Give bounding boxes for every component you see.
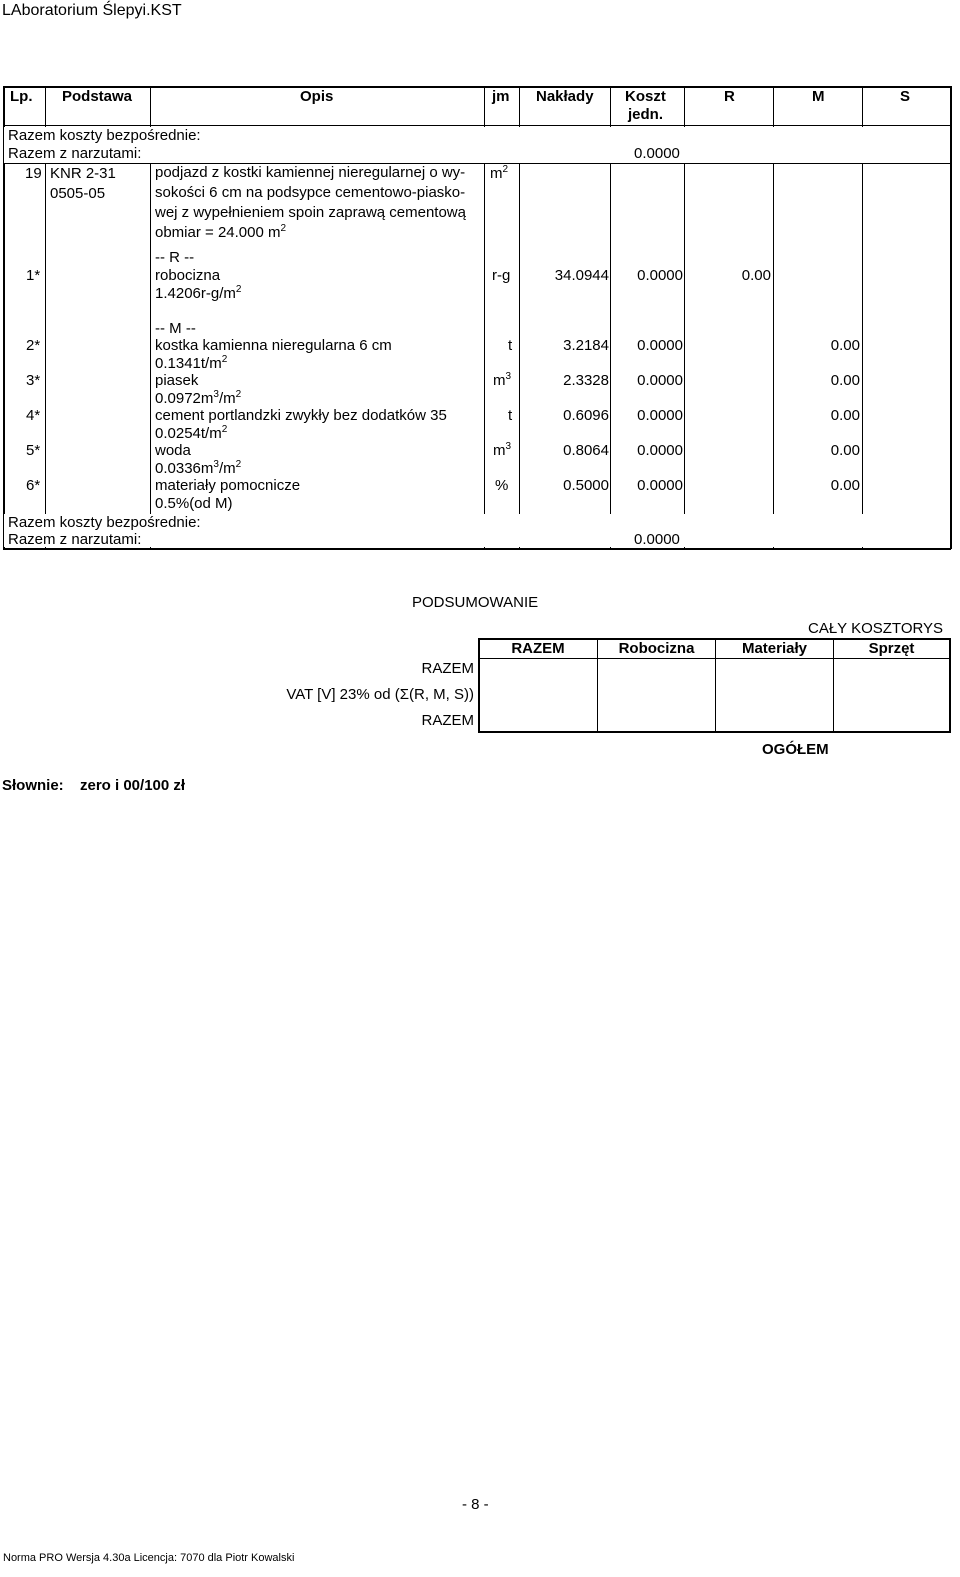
header-s: S [900,88,911,105]
file-title: LAboratorium Ślepyi.KST [2,2,182,19]
amount-in-words-value: zero i 00/100 zł [80,777,186,794]
material-norm: $0.0254t/m^2$ [155,424,228,442]
header-opis: Opis [300,88,334,105]
material-m-value: 0.00 [830,372,860,389]
summary-col-materialy: Materiały [741,640,808,657]
material-m-value: 0.00 [830,337,860,354]
item-desc-2: sokości 6 cm na podsypce cementowo-piasko- [155,184,466,201]
header-koszt-jedn: jedn. [628,106,664,123]
labor-r-value: 0.00 [741,267,771,284]
material-lp: 3* [26,372,41,389]
labor-name: robocizna [155,267,221,284]
item-desc-1: podjazd z kostki kamiennej nieregularnej o wy- [155,164,466,181]
summary-scope: CAŁY KOSZTORYS [808,620,944,637]
material-m-value: 0.00 [830,477,860,494]
top-totals [4,127,950,163]
summary-ogolem: OGÓŁEM [762,741,829,758]
markup-label: Razem z narzutami: [8,145,142,162]
markup-label: Razem z narzutami: [8,531,142,548]
material-name: cement portlandzki zwykły bez dodatków 35 [155,407,447,424]
material-norm: $0.1341t/m^2$ [155,354,228,372]
labor-naklady: 34.0944 [554,267,609,284]
direct-cost-label: Razem koszty bezpośrednie: [8,127,201,144]
item-obmiar: obmiar = 24.000 $m^2$ [155,223,287,241]
material-lp: 5* [26,442,41,459]
material-koszt: 0.0000 [637,337,683,354]
material-unit: t [508,407,513,424]
header-jm: jm [492,88,510,105]
labor-norm: $1.4206r-g/m^2$ [155,284,242,302]
material-lp: 2* [26,337,41,354]
summary-row-vat: VAT [V] 23% od (Σ(R, M, S)) [286,686,474,703]
summary-col-robocizna: Robocizna [618,640,695,657]
material-koszt: 0.0000 [637,372,683,389]
item-desc-3: wej z wypełnieniem spoin zaprawą cementową [155,204,466,221]
material-lp: 4* [26,407,41,424]
page-number: - 8 - [462,1496,489,1513]
labor-lp: 1* [26,267,41,284]
direct-cost-label: Razem koszty bezpośrednie: [8,514,201,531]
item-unit: $m^2$ [490,164,509,182]
material-naklady: 0.8064 [563,442,609,459]
markup-value: 0.0000 [634,145,680,162]
summary-col-razem: RAZEM [511,640,565,657]
summary-col-sprzet: Sprzęt [868,640,915,657]
material-name: woda [155,442,191,459]
material-naklady: 3.2184 [563,337,609,354]
material-norm: $0.0336m^3/m^2$ [155,459,242,477]
labor-unit: r-g [492,267,511,284]
material-unit: % [495,477,509,494]
material-unit: $m^3$ [493,441,512,459]
footer-license: Norma PRO Wersja 4.30a Licencja: 7070 dla Piotr Kowalski [3,1552,295,1564]
material-unit: $m^3$ [493,371,512,389]
summary-row-razem-2: RAZEM [421,712,474,729]
material-koszt: 0.0000 [637,407,683,424]
material-koszt: 0.0000 [637,442,683,459]
labor-koszt: 0.0000 [637,267,683,284]
amount-in-words-label: Słownie: [2,777,64,794]
header-r: R [724,88,735,105]
header-koszt: Koszt [625,88,666,105]
material-m-value: 0.00 [830,407,860,424]
material-lp: 6* [26,477,41,494]
item-basis-1: KNR 2-31 [50,165,116,182]
item-lp: 19 [25,165,42,182]
material-naklady: 0.5000 [563,477,609,494]
header-lp: Lp. [10,88,33,105]
material-norm: $0.0972m^3/m^2$ [155,389,242,407]
material-naklady: 2.3328 [563,372,609,389]
material-unit: t [508,337,513,354]
summary-row-razem: RAZEM [421,660,474,677]
summary-title: PODSUMOWANIE [412,594,539,611]
item-basis-2: 0505-05 [50,185,106,202]
materials-header: -- M -- [155,320,196,337]
labor-header: -- R -- [155,249,195,266]
header-podstawa: Podstawa [62,88,133,105]
material-koszt: 0.0000 [637,477,683,494]
material-name: piasek [155,372,199,389]
header-naklady: Nakłady [536,88,594,105]
material-name: materiały pomocnicze [155,477,301,494]
material-m-value: 0.00 [830,442,860,459]
material-naklady: 0.6096 [563,407,609,424]
header-m: M [812,88,825,105]
markup-value: 0.0000 [634,531,680,548]
material-norm: 0.5%(od M) [155,495,233,512]
material-name: kostka kamienna nieregularna 6 cm [155,337,392,354]
bottom-totals [4,514,950,547]
